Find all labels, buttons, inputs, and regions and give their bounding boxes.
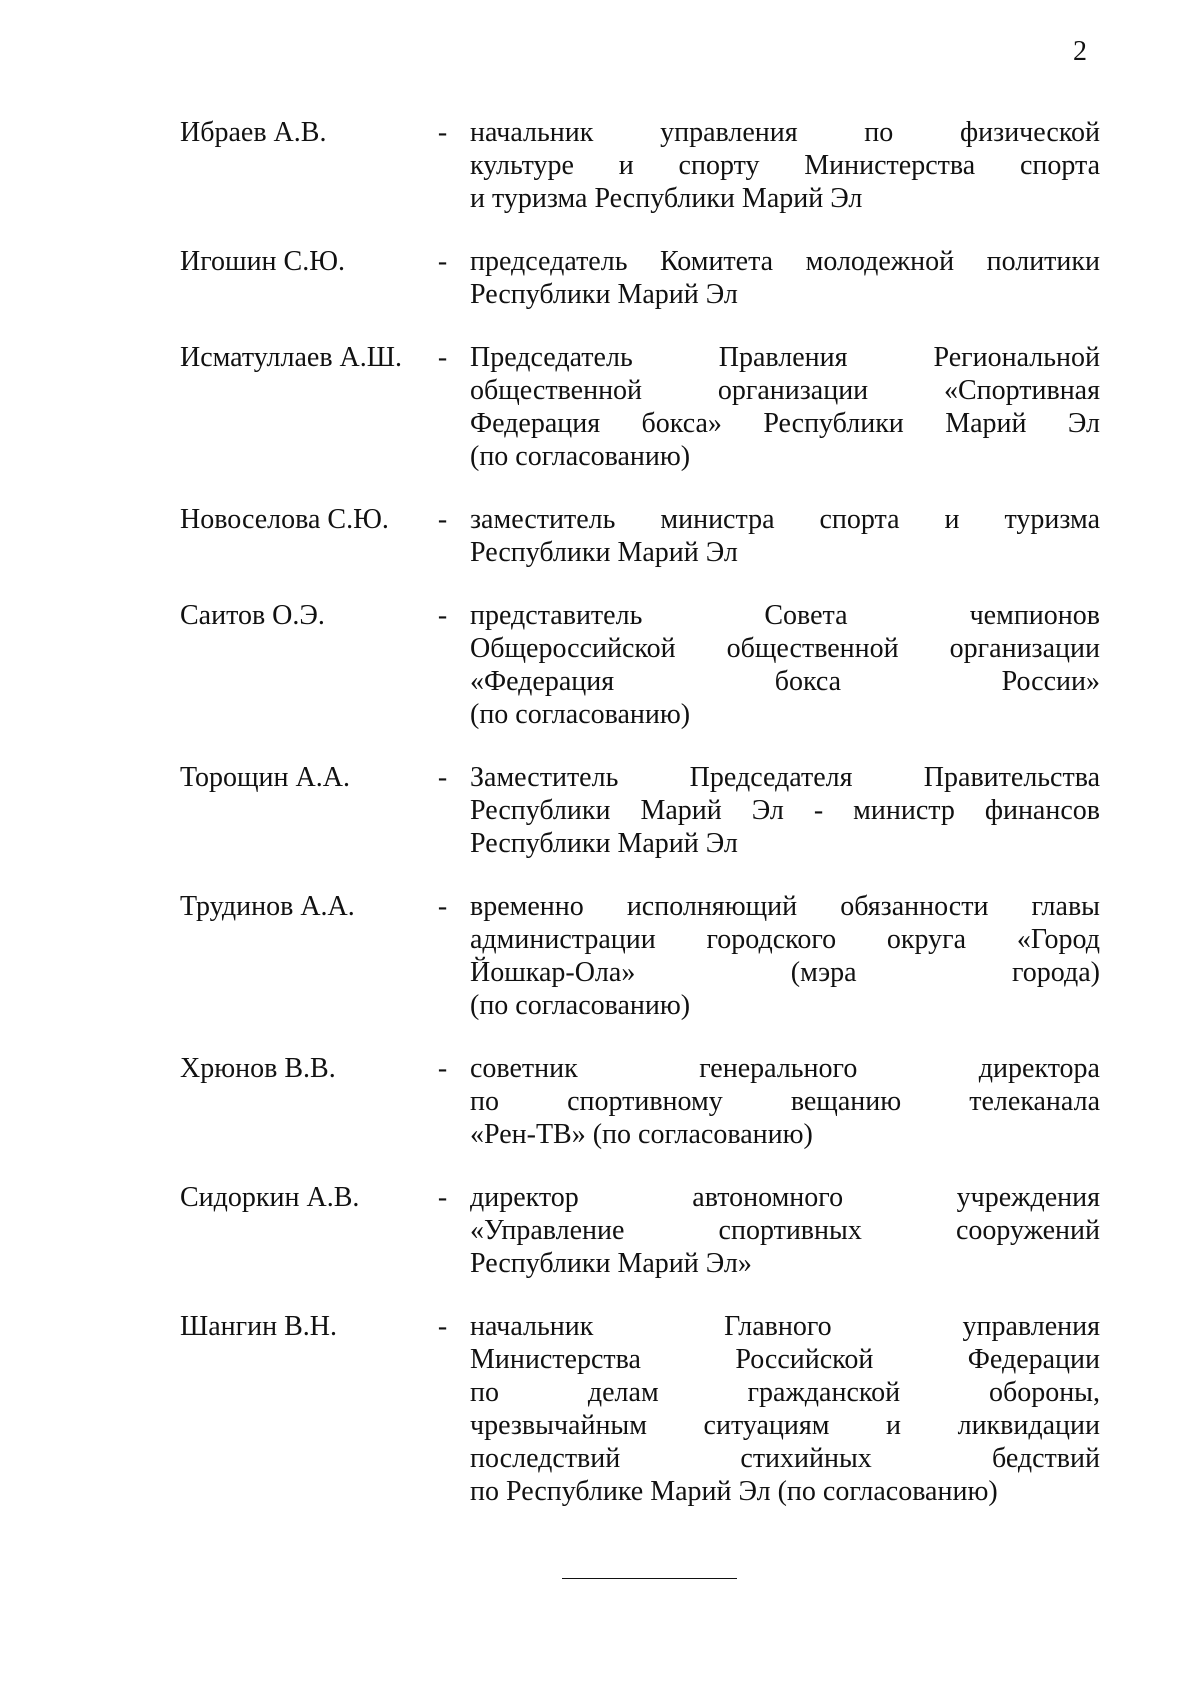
separator-dash: - [437, 1311, 448, 1342]
member-entry [180, 116, 1100, 215]
member-position [470, 890, 1100, 1022]
position-line: «Управление спортивных сооружений [470, 1215, 1100, 1246]
separator-dash: - [437, 762, 448, 793]
position-line: (по согласованию) [470, 699, 691, 730]
member-entry [180, 599, 1100, 731]
position-line: «Федерация бокса России» [470, 666, 1100, 697]
position-line: Заместитель Председателя Правительства [470, 762, 1100, 793]
position-line: культуре и спорту Министерства спорта [470, 150, 1100, 181]
position-line: общественной организации «Спортивная [470, 375, 1100, 406]
member-position [470, 599, 1100, 731]
position-line: чрезвычайным ситуациям и ликвидации [470, 1410, 1100, 1441]
member-entry [180, 1052, 1100, 1151]
member-name: Ибраев А.В. [180, 117, 327, 148]
position-line: начальник Главного управления [470, 1311, 1100, 1342]
member-name: Трудинов А.А. [180, 891, 355, 922]
position-line: «Рен-ТВ» (по согласованию) [470, 1119, 813, 1150]
member-entry [180, 761, 1100, 860]
position-line: по делам гражданской обороны, [470, 1377, 1100, 1408]
separator-dash: - [437, 246, 448, 277]
separator-dash: - [437, 342, 448, 373]
member-entry [180, 341, 1100, 473]
member-entry [180, 1310, 1100, 1508]
member-entry [180, 245, 1100, 311]
position-line: Республики Марий Эл - министр финансов [470, 795, 1100, 826]
member-name: Игошин С.Ю. [180, 246, 345, 277]
member-position [470, 1052, 1100, 1151]
member-name: Исматуллаев А.Ш. [180, 342, 403, 373]
position-line: Министерства Российской Федерации [470, 1344, 1100, 1375]
position-line: Йошкар-Ола» (мэра города) [470, 957, 1100, 988]
position-line: последствий стихийных бедствий [470, 1443, 1100, 1474]
position-line: начальник управления по физической [470, 117, 1100, 148]
position-line: Республики Марий Эл [470, 828, 738, 859]
position-line: председатель Комитета молодежной политики [470, 246, 1100, 277]
member-name: Саитов О.Э. [180, 600, 325, 631]
position-line: заместитель министра спорта и туризма [470, 504, 1100, 535]
separator-dash: - [437, 504, 448, 535]
position-line: Республики Марий Эл» [470, 1248, 752, 1279]
member-position [470, 503, 1100, 569]
position-line: Федерация бокса» Республики Марий Эл [470, 408, 1100, 439]
separator-dash: - [437, 600, 448, 631]
member-list [180, 116, 1100, 1508]
position-line: директор автономного учреждения [470, 1182, 1100, 1213]
separator-dash: - [437, 891, 448, 922]
position-line: Общероссийской общественной организации [470, 633, 1100, 664]
closing-divider [562, 1578, 737, 1579]
position-line: (по согласованию) [470, 441, 691, 472]
member-position [470, 341, 1100, 473]
member-position [470, 1310, 1100, 1508]
position-line: (по согласованию) [470, 990, 691, 1021]
position-line: по спортивному вещанию телеканала [470, 1086, 1100, 1117]
member-entry [180, 503, 1100, 569]
position-line: администрации городского округа «Город [470, 924, 1100, 955]
separator-dash: - [437, 1053, 448, 1084]
member-position [470, 761, 1100, 860]
member-name: Хрюнов В.В. [180, 1053, 336, 1084]
member-name: Шангин В.Н. [180, 1311, 338, 1342]
member-position [470, 1181, 1100, 1280]
member-name: Торощин А.А. [180, 762, 350, 793]
position-line: по Республике Марий Эл (по согласованию) [470, 1476, 998, 1507]
member-name: Сидоркин А.В. [180, 1182, 360, 1213]
position-line: и туризма Республики Марий Эл [470, 183, 863, 214]
member-position [470, 116, 1100, 215]
position-line: советник генерального директора [470, 1053, 1100, 1084]
page-number: 2 [1073, 36, 1087, 67]
position-line: Председатель Правления Региональной [470, 342, 1100, 373]
separator-dash: - [437, 117, 448, 148]
member-entry [180, 1181, 1100, 1280]
member-entry [180, 890, 1100, 1022]
member-name: Новоселова С.Ю. [180, 504, 389, 535]
position-line: Республики Марий Эл [470, 537, 738, 568]
member-position [470, 245, 1100, 311]
separator-dash: - [437, 1182, 448, 1213]
position-line: представитель Совета чемпионов [470, 600, 1100, 631]
position-line: Республики Марий Эл [470, 279, 738, 310]
position-line: временно исполняющий обязанности главы [470, 891, 1100, 922]
